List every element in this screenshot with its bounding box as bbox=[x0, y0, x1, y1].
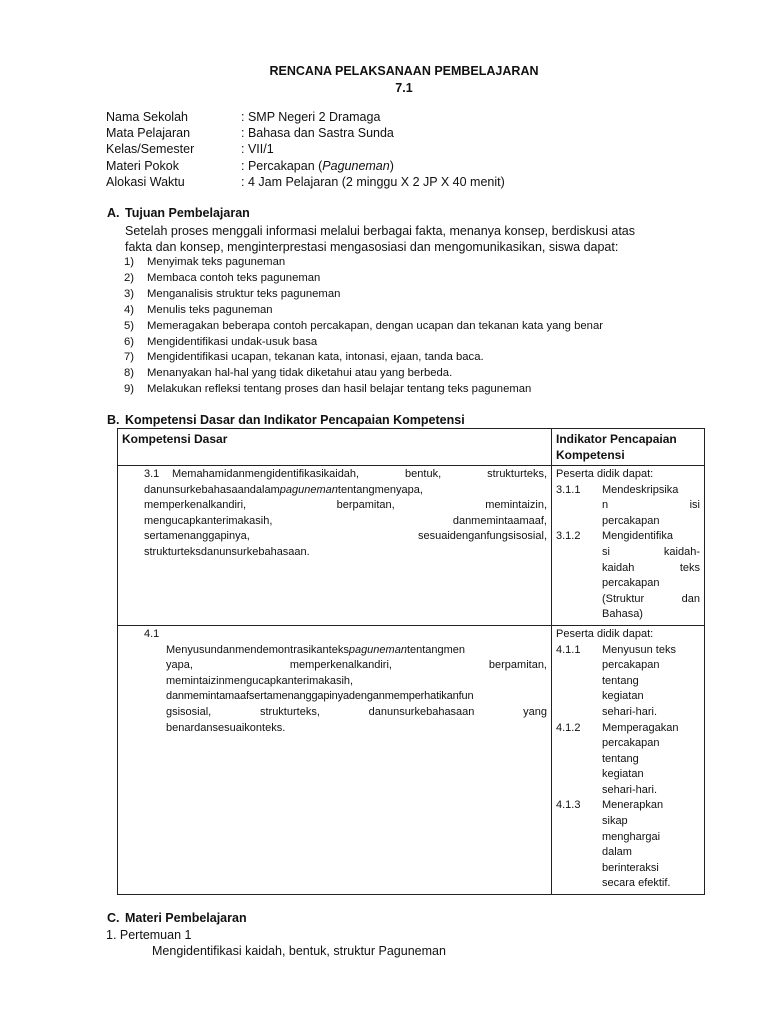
meeting-1-text: Mengidentifikasi kaidah, bentuk, struktur Paguneman bbox=[152, 944, 446, 958]
list-item: 3) Menganalisis struktur teks paguneman bbox=[124, 287, 341, 300]
meeting-1-label: 1. Pertemuan 1 bbox=[106, 928, 192, 942]
section-b-heading: B. Kompetensi Dasar dan Indikator Pencapaian Kompetensi bbox=[107, 413, 465, 427]
identity-row-class bbox=[106, 141, 505, 157]
document-title: RENCANA PELAKSANAAN PEMBELAJARAN bbox=[269, 64, 539, 78]
identity-row-subject bbox=[106, 125, 505, 141]
kd-3-1-cell: 3.1 Memahamidanmengidentifikasikaidah, bentuk, strukturteks, danunsurkebahasaandalampagunemantentangmenyapa, memperkenalkandiri, berpamitan, memintaizin, mengucapkanterimakasih, danmemintaamaaf, sertamenanggapinya, sesuaidenganfungsisosial, strukturteksdanunsurkebahasaan. bbox=[118, 466, 552, 626]
indikator-3-1-cell: Peserta didik dapat: 3.1.1 Mendeskripsika n isi percakapan 3.1.2 Mengidentifika si kaidah- kaidah teks percakapan (Struktur dan Bahasa) bbox=[552, 466, 705, 626]
kd-4-1-cell: 4.1 Menyusundanmendemontrasikantekspagunemantentangmen yapa, memperkenalkandiri, berpamitan, memintaizinmengucapkanterimakasih, danmemintamaafsertamenanggapinyadenganmemperhatikanfun gsisosial, strukturteks, danunsurkebahasaan yang benardansesuaikonteks. bbox=[118, 625, 552, 894]
table-row bbox=[118, 625, 705, 894]
list-item: 5) Memeragakan beberapa contoh percakapan, dengan ucapan dan tekanan kata yang benar bbox=[124, 319, 603, 332]
identity-label: Nama Sekolah bbox=[106, 110, 188, 124]
table-row bbox=[118, 466, 705, 626]
identity-row-time bbox=[106, 174, 505, 190]
identity-value: : Bahasa dan Sastra Sunda bbox=[241, 126, 394, 141]
list-item: 1) Menyimak teks paguneman bbox=[124, 256, 286, 268]
list-item: 2) Membaca contoh teks paguneman bbox=[124, 271, 321, 284]
header-indikator: Indikator Pencapaian Kompetensi bbox=[552, 429, 705, 466]
identity-block bbox=[106, 109, 505, 190]
section-c-heading: C. Materi Pembelajaran bbox=[107, 911, 247, 925]
identity-label: Mata Pelajaran bbox=[106, 126, 191, 141]
identity-label: Kelas/Semester bbox=[106, 142, 195, 157]
identity-value: : SMP Negeri 2 Dramaga bbox=[241, 110, 381, 124]
document-subtitle: 7.1 bbox=[395, 81, 413, 95]
identity-row-school bbox=[106, 109, 505, 125]
identity-label: Materi Pokok bbox=[106, 158, 179, 173]
indikator-4-1-cell: Peserta didik dapat: 4.1.1 Menyusun teks percakapan tentang kegiatan sehari-hari. 4.1.2 Memperagakan percakapan tentang kegiatan sehari-hari. 4.1.3 Menerapkan sikap menghargai dalam berinteraksi secara efektif. bbox=[552, 625, 705, 894]
list-item: 7) Mengidentifikasi ucapan, tekanan kata, intonasi, ejaan, tanda baca. bbox=[124, 351, 484, 364]
list-item: 8) Menanyakan hal-hal yang tidak diketahui atau yang berbeda. bbox=[124, 367, 453, 380]
list-item: 4) Menulis teks paguneman bbox=[124, 303, 273, 316]
objectives-list bbox=[124, 255, 603, 398]
table-header-row bbox=[118, 429, 705, 466]
competency-table bbox=[117, 428, 705, 895]
identity-value: : 4 Jam Pelajaran (2 minggu X 2 JP X 40 menit) bbox=[241, 174, 505, 189]
identity-row-topic bbox=[106, 158, 505, 174]
header-kompetensi-dasar: Kompetensi Dasar bbox=[118, 429, 552, 466]
identity-value: : VII/1 bbox=[241, 142, 274, 157]
section-a-intro: Setelah proses menggali informasi melalui berbagai fakta, menanya konsep, berdiskusi atas fakta dan konsep, menginterprestasi mengasosiasi dan mengomunikasikan, siswa dapat: bbox=[125, 224, 636, 254]
identity-value: : Percakapan (Paguneman) bbox=[241, 158, 394, 173]
section-a-heading: A. Tujuan Pembelajaran bbox=[107, 206, 250, 220]
list-item: 9) Melakukan refleksi tentang proses dan hasil belajar tentang teks paguneman bbox=[124, 383, 532, 396]
list-item: 6) Mengidentifikasi undak-usuk basa bbox=[124, 335, 318, 348]
identity-label: Alokasi Waktu bbox=[106, 174, 185, 189]
